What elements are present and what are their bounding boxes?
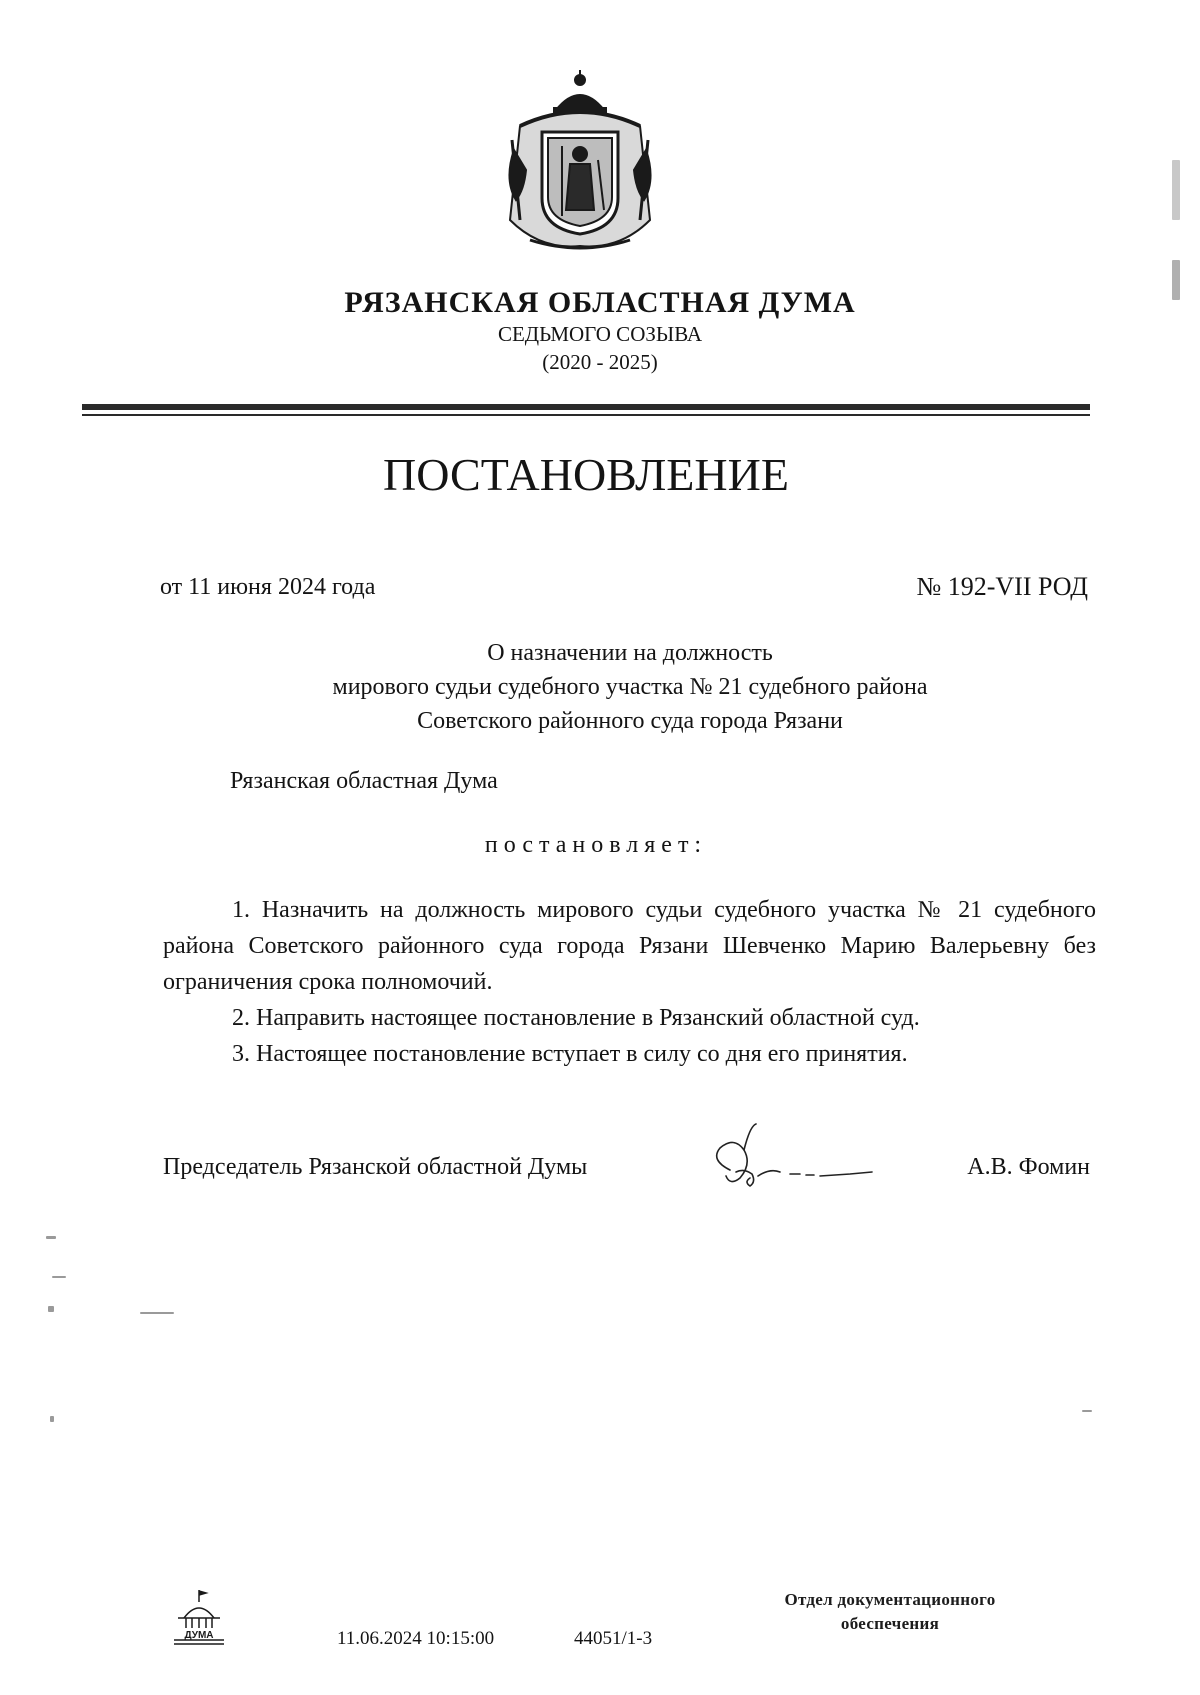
duma-building-logo <box>168 1588 230 1646</box>
issuer-name: Рязанская областная Дума <box>230 768 498 794</box>
handwritten-signature <box>700 1120 890 1200</box>
subject-line: мирового судьи судебного участка № 21 судебного района <box>332 674 928 700</box>
duma-logo-text: ДУМА <box>184 1630 214 1641</box>
department-stamp-line: Отдел документационного <box>784 1590 996 1609</box>
coat-of-arms-emblem <box>500 70 660 262</box>
department-stamp <box>740 1588 1040 1636</box>
term-years: (2020 - 2025) <box>542 350 658 374</box>
subject-line: Советского районного суда города Рязани <box>417 708 843 734</box>
header-rule-thin <box>82 414 1090 416</box>
convocation-label: СЕДЬМОГО СОЗЫВА <box>497 322 703 346</box>
resolution-paragraph: 2. Направить настоящее постановление в Рязанский областной суд. <box>232 1005 920 1031</box>
signatory-position: Председатель Рязанской областной Думы <box>163 1154 588 1180</box>
department-stamp-line: обеспечения <box>840 1614 940 1633</box>
organization-name: РЯЗАНСКАЯ ОБЛАСТНАЯ ДУМА <box>344 286 856 319</box>
document-type-title: ПОСТАНОВЛЕНИЕ <box>383 449 789 500</box>
resolution-paragraph: 1. Назначить на должность мирового судьи судебного участка № 21 судебного района Советского районного суда города Рязани Шевченко Марию Валерьевну без ограничения срока полномочий. <box>163 897 1096 995</box>
registration-number: 44051/1-3 <box>574 1628 653 1649</box>
signatory-name: А.В. Фомин <box>967 1154 1090 1180</box>
document-number: № 192-VII РОД <box>916 572 1088 601</box>
subject-line: О назначении на должность <box>487 640 773 666</box>
resolution-body <box>163 892 1096 1072</box>
resolution-paragraph: 3. Настоящее постановление вступает в силу со дня его принятия. <box>232 1041 908 1067</box>
document-date: от 11 июня 2024 года <box>160 574 376 600</box>
header-rule-thick <box>82 404 1090 410</box>
decides-label: постановляет: <box>484 832 708 858</box>
registration-datetime: 11.06.2024 10:15:00 <box>337 1628 495 1649</box>
